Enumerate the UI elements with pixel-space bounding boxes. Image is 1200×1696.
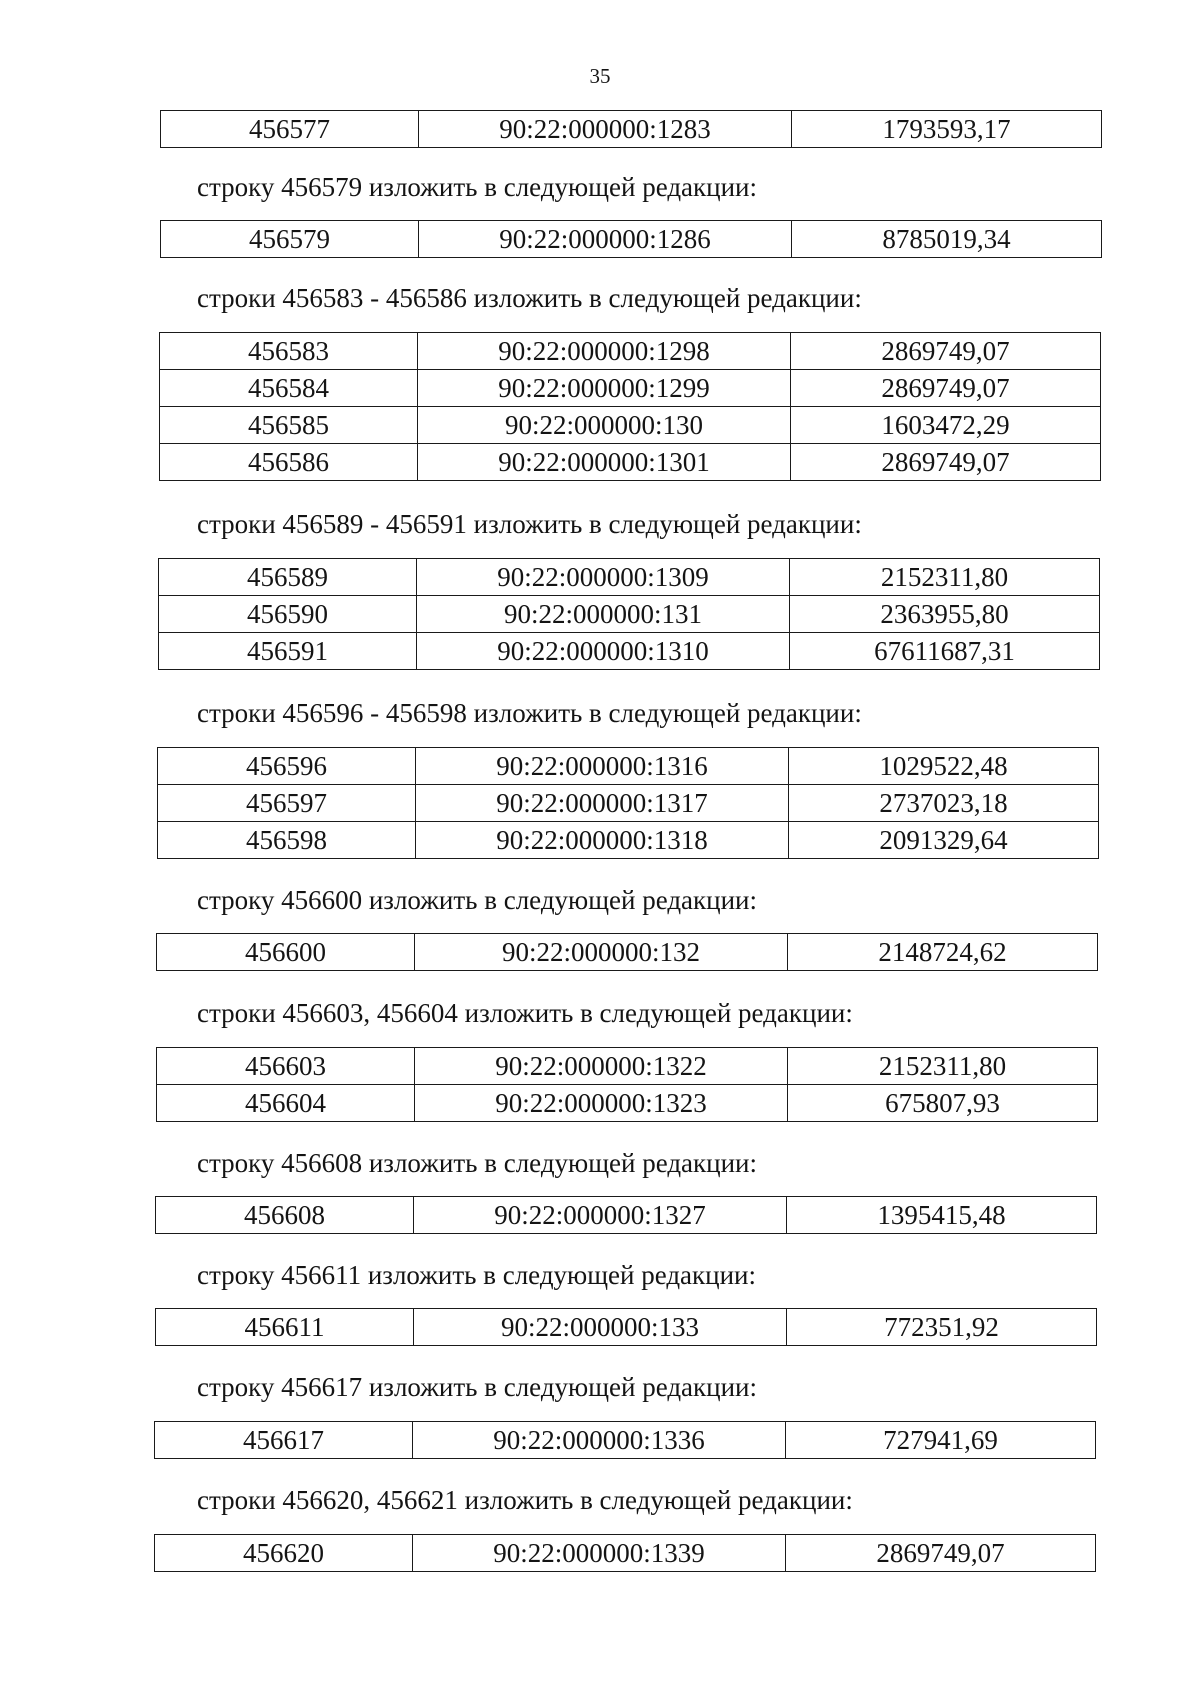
value-cell: 727941,69 (786, 1422, 1096, 1459)
cadastral-number-cell: 90:22:000000:1323 (415, 1085, 788, 1122)
row-number-cell: 456590 (159, 596, 417, 633)
instruction-text: строку 456600 изложить в следующей редакции: (197, 885, 758, 915)
table-row (158, 748, 1099, 785)
row-number-cell: 456577 (161, 111, 419, 148)
value-cell: 8785019,34 (792, 221, 1102, 258)
amendment-table (155, 1308, 1097, 1346)
table-row (156, 1309, 1097, 1346)
row-number-cell: 456591 (159, 633, 417, 670)
cadastral-number-cell: 90:22:000000:1286 (419, 221, 792, 258)
cadastral-number-cell: 90:22:000000:132 (415, 934, 788, 971)
value-cell: 2363955,80 (790, 596, 1100, 633)
amendment-table (159, 332, 1101, 481)
amendment-table (154, 1421, 1096, 1459)
table-row (156, 1197, 1097, 1234)
table-row (158, 822, 1099, 859)
table-row (161, 221, 1102, 258)
amendment-table (160, 220, 1102, 258)
instruction-text: строку 456579 изложить в следующей редакции: (197, 172, 758, 202)
table-row (158, 785, 1099, 822)
value-cell: 675807,93 (788, 1085, 1098, 1122)
row-number-cell: 456608 (156, 1197, 414, 1234)
table-row (159, 559, 1100, 596)
value-cell: 2869749,07 (791, 333, 1101, 370)
instruction-text: строки 456589 - 456591 изложить в следующей редакции: (197, 509, 862, 539)
instruction-text: строки 456583 - 456586 изложить в следующей редакции: (197, 283, 862, 313)
amendment-table (157, 747, 1099, 859)
cadastral-number-cell: 90:22:000000:1318 (416, 822, 789, 859)
value-cell: 2152311,80 (790, 559, 1100, 596)
value-cell: 1603472,29 (791, 407, 1101, 444)
cadastral-number-cell: 90:22:000000:1283 (419, 111, 792, 148)
row-number-cell: 456583 (160, 333, 418, 370)
cadastral-number-cell: 90:22:000000:1336 (413, 1422, 786, 1459)
page-number: 35 (589, 64, 611, 88)
row-number-cell: 456584 (160, 370, 418, 407)
row-number-cell: 456617 (155, 1422, 413, 1459)
amendment-table (158, 558, 1100, 670)
table-row (160, 333, 1101, 370)
amendment-table (156, 933, 1098, 971)
value-cell: 1395415,48 (787, 1197, 1097, 1234)
row-number-cell: 456586 (160, 444, 418, 481)
table-row (155, 1422, 1096, 1459)
instruction-text: строки 456620, 456621 изложить в следующей редакции: (197, 1485, 853, 1515)
value-cell: 2869749,07 (791, 444, 1101, 481)
value-cell: 2869749,07 (786, 1535, 1096, 1572)
amendment-table (156, 1047, 1098, 1122)
table-row (160, 407, 1101, 444)
value-cell: 2148724,62 (788, 934, 1098, 971)
cadastral-number-cell: 90:22:000000:130 (418, 407, 791, 444)
table-row (159, 596, 1100, 633)
cadastral-number-cell: 90:22:000000:1298 (418, 333, 791, 370)
value-cell: 772351,92 (787, 1309, 1097, 1346)
amendment-table (155, 1196, 1097, 1234)
cadastral-number-cell: 90:22:000000:1322 (415, 1048, 788, 1085)
instruction-text: строки 456596 - 456598 изложить в следующей редакции: (197, 698, 862, 728)
cadastral-number-cell: 90:22:000000:1316 (416, 748, 789, 785)
instruction-text: строку 456608 изложить в следующей редакции: (197, 1148, 758, 1178)
cadastral-number-cell: 90:22:000000:1299 (418, 370, 791, 407)
row-number-cell: 456620 (155, 1535, 413, 1572)
table-row (160, 444, 1101, 481)
value-cell: 2737023,18 (789, 785, 1099, 822)
row-number-cell: 456597 (158, 785, 416, 822)
cadastral-number-cell: 90:22:000000:1309 (417, 559, 790, 596)
row-number-cell: 456600 (157, 934, 415, 971)
row-number-cell: 456579 (161, 221, 419, 258)
cadastral-number-cell: 90:22:000000:1310 (417, 633, 790, 670)
cadastral-number-cell: 90:22:000000:1301 (418, 444, 791, 481)
row-number-cell: 456589 (159, 559, 417, 596)
instruction-text: строку 456611 изложить в следующей редакции: (197, 1260, 757, 1290)
instruction-text: строки 456603, 456604 изложить в следующей редакции: (197, 998, 853, 1028)
value-cell: 1029522,48 (789, 748, 1099, 785)
amendment-table (154, 1534, 1096, 1572)
value-cell: 2091329,64 (789, 822, 1099, 859)
cadastral-number-cell: 90:22:000000:1339 (413, 1535, 786, 1572)
value-cell: 2869749,07 (791, 370, 1101, 407)
row-number-cell: 456585 (160, 407, 418, 444)
table-row (160, 370, 1101, 407)
value-cell: 1793593,17 (792, 111, 1102, 148)
row-number-cell: 456604 (157, 1085, 415, 1122)
table-row (161, 111, 1102, 148)
table-row (157, 1085, 1098, 1122)
instruction-text: строку 456617 изложить в следующей редакции: (197, 1372, 758, 1402)
row-number-cell: 456596 (158, 748, 416, 785)
row-number-cell: 456598 (158, 822, 416, 859)
table-row (155, 1535, 1096, 1572)
row-number-cell: 456611 (156, 1309, 414, 1346)
cadastral-number-cell: 90:22:000000:131 (417, 596, 790, 633)
row-number-cell: 456603 (157, 1048, 415, 1085)
cadastral-number-cell: 90:22:000000:133 (414, 1309, 787, 1346)
amendment-table (160, 110, 1102, 148)
table-row (157, 1048, 1098, 1085)
value-cell: 2152311,80 (788, 1048, 1098, 1085)
cadastral-number-cell: 90:22:000000:1317 (416, 785, 789, 822)
table-row (157, 934, 1098, 971)
table-row (159, 633, 1100, 670)
cadastral-number-cell: 90:22:000000:1327 (414, 1197, 787, 1234)
value-cell: 67611687,31 (790, 633, 1100, 670)
